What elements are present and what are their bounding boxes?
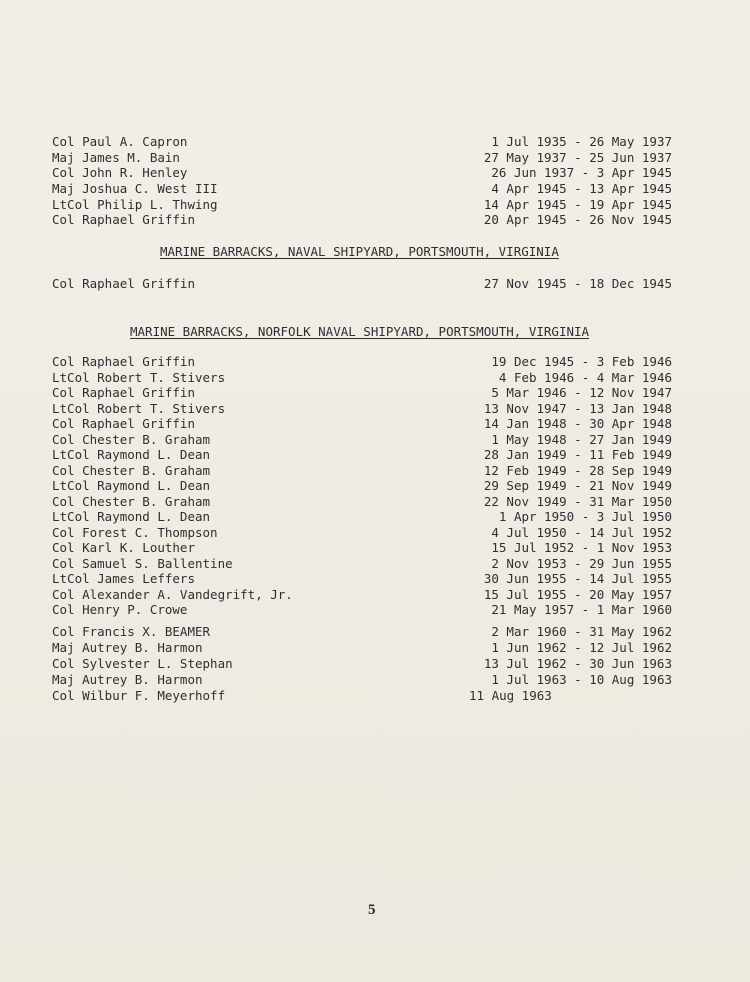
list-item: [52, 602, 672, 618]
tenure-dates: 4 Feb 1946 - 4 Mar 1946: [498, 369, 672, 385]
list-item: [52, 540, 672, 556]
list-item: [52, 624, 672, 640]
tenure-dates: 1 Jul 1963 - 10 Aug 1963: [491, 672, 672, 687]
list-item: [52, 401, 672, 417]
list-item: [52, 416, 672, 432]
commander-name: Col Francis X. BEAMER: [52, 624, 211, 639]
list-item: [52, 494, 672, 510]
commander-name: LtCol Robert T. Stivers: [52, 369, 226, 385]
tenure-dates: 14 Apr 1945 - 19 Apr 1945: [483, 197, 672, 212]
list-item: [52, 556, 672, 572]
tenure-dates: 1 Jun 1962 - 12 Jul 1962: [491, 640, 672, 655]
commander-name: Col Raphael Griffin: [52, 354, 195, 369]
tenure-dates: 14 Jan 1948 - 30 Apr 1948: [483, 416, 672, 431]
commander-name: LtCol Philip L. Thwing: [52, 197, 218, 212]
section-heading-naval-shipyard: MARINE BARRACKS, NAVAL SHIPYARD, PORTSMOUTH, VIRGINIA: [160, 244, 559, 259]
tenure-dates: 27 Nov 1945 - 18 Dec 1945: [483, 276, 672, 291]
list-item: [52, 509, 672, 525]
tenure-dates: 13 Nov 1947 - 13 Jan 1948: [483, 400, 672, 416]
list-item: [52, 672, 672, 688]
commander-name: LtCol James Leffers: [52, 571, 195, 586]
commander-name: Col Paul A. Capron: [52, 134, 188, 149]
tenure-dates: 29 Sep 1949 - 21 Nov 1949: [483, 478, 672, 493]
list-item: [52, 385, 672, 401]
tenure-dates: 13 Jul 1962 - 30 Jun 1963: [483, 656, 672, 671]
tenure-dates: 27 May 1937 - 25 Jun 1937: [483, 150, 672, 165]
list-item: [52, 640, 672, 656]
list-item: [52, 432, 672, 448]
commander-name: Col Raphael Griffin: [52, 212, 195, 227]
tenure-dates: 1 Jul 1935 - 26 May 1937: [491, 134, 672, 149]
commander-name: Col Sylvester L. Stephan: [52, 656, 233, 671]
commander-name: Col Raphael Griffin: [52, 276, 195, 291]
list-item: [52, 525, 672, 541]
list-item: [52, 276, 672, 292]
commander-name: Maj Joshua C. West III: [52, 181, 218, 196]
page-number: 5: [368, 902, 376, 918]
list-item: [52, 370, 672, 386]
list-item: [52, 656, 672, 672]
tenure-dates: 15 Jul 1955 - 20 May 1957: [483, 586, 672, 602]
tenure-dates: 1 May 1948 - 27 Jan 1949: [491, 431, 672, 447]
tenure-dates: 26 Jun 1937 - 3 Apr 1945: [491, 165, 672, 180]
commander-name: Col Wilbur F. Meyerhoff: [52, 688, 226, 703]
commander-name: LtCol Raymond L. Dean: [52, 509, 211, 524]
list-item: [52, 447, 672, 463]
commander-name: LtCol Robert T. Stivers: [52, 400, 226, 416]
commander-name: Col Samuel S. Ballentine: [52, 555, 233, 571]
commander-name: LtCol Raymond L. Dean: [52, 478, 211, 493]
commander-name: Maj James M. Bain: [52, 150, 180, 165]
list-item: [52, 212, 672, 228]
tenure-dates: 11 Aug 1963: [469, 688, 552, 703]
list-item: [52, 165, 672, 181]
tenure-dates: 4 Apr 1945 - 13 Apr 1945: [491, 181, 672, 196]
commander-name: Col Chester B. Graham: [52, 462, 211, 478]
tenure-dates: 15 Jul 1952 - 1 Nov 1953: [491, 540, 672, 555]
tenure-dates: 5 Mar 1946 - 12 Nov 1947: [491, 385, 672, 400]
tenure-dates: 28 Jan 1949 - 11 Feb 1949: [483, 447, 672, 462]
tenure-dates: 4 Jul 1950 - 14 Jul 1952: [491, 524, 672, 540]
commander-name: Col Raphael Griffin: [52, 416, 195, 431]
commander-name: LtCol Raymond L. Dean: [52, 447, 211, 462]
section-heading-norfolk: MARINE BARRACKS, NORFOLK NAVAL SHIPYARD, PORTSMOUTH, VIRGINIA: [130, 324, 590, 339]
tenure-dates: 30 Jun 1955 - 14 Jul 1955: [483, 571, 672, 586]
commander-name: Col Alexander A. Vandegrift, Jr.: [52, 586, 293, 602]
commander-name: Col Karl K. Louther: [52, 540, 195, 555]
commander-name: Col Chester B. Graham: [52, 493, 211, 509]
commander-name: Maj Autrey B. Harmon: [52, 672, 203, 687]
tenure-dates: 19 Dec 1945 - 3 Feb 1946: [491, 354, 672, 369]
list-item: [52, 478, 672, 494]
list-item: [52, 197, 672, 213]
commander-name: Col Chester B. Graham: [52, 431, 211, 447]
list-item: [52, 150, 672, 166]
list-item: [52, 463, 672, 479]
tenure-dates: 21 May 1957 - 1 Mar 1960: [491, 602, 672, 617]
commander-name: Maj Autrey B. Harmon: [52, 640, 203, 655]
commander-name: Col John R. Henley: [52, 165, 188, 180]
tenure-dates: 2 Mar 1960 - 31 May 1962: [491, 624, 672, 639]
tenure-dates: 2 Nov 1953 - 29 Jun 1955: [491, 555, 672, 571]
list-item: [52, 134, 672, 150]
tenure-dates: 22 Nov 1949 - 31 Mar 1950: [483, 493, 672, 509]
list-item: [52, 688, 672, 704]
commander-name: Col Henry P. Crowe: [52, 602, 188, 617]
tenure-dates: 20 Apr 1945 - 26 Nov 1945: [483, 212, 672, 227]
tenure-dates: 12 Feb 1949 - 28 Sep 1949: [483, 462, 672, 478]
list-item: [52, 571, 672, 587]
commander-name: Col Raphael Griffin: [52, 385, 195, 400]
list-item: [52, 181, 672, 197]
tenure-dates: 1 Apr 1950 - 3 Jul 1950: [498, 509, 672, 524]
list-item: [52, 354, 672, 370]
list-item: [52, 587, 672, 603]
commander-name: Col Forest C. Thompson: [52, 524, 218, 540]
